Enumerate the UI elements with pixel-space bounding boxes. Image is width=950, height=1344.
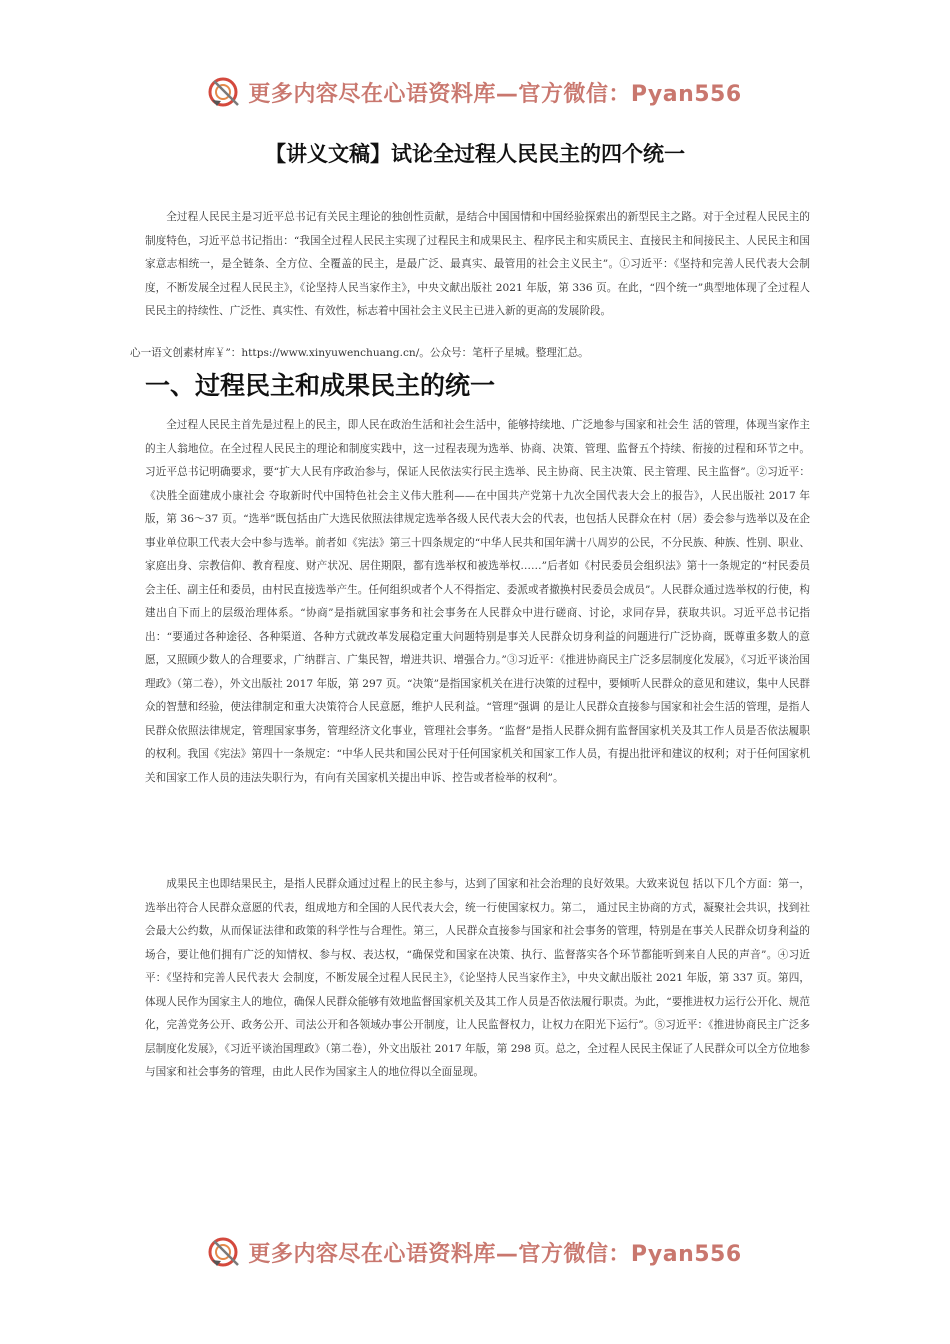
section-heading: 一、过程民主和成果民主的统一 [145, 371, 496, 400]
brand-logo-icon [208, 75, 242, 109]
body-paragraph: 成果民主也即结果民主，是指人民群众通过过程上的民主参与，达到了国家和社会治理的良好效果。大致来说包 括以下几个方面：第一，选举出符合人民群众意愿的代表，组成地方和全国的人民代表大会，统一行使国家权力。第二， 通过民主协商的方式，凝聚社会共识，找到社会最大公约数，从而保证法律和政策的科学性与合理性。第三，人民群众直接参与国家和社会事务的管理，特别是在事关人民群众切身利益的场合，要让他们拥有广泛的知情权、参与权、表达权，“确保党和国家在决策、执行、监督落实各个环节都能听到来自人民的声音”。④习近平：《坚持和完善人民代表大 会制度，不断发展全过程人民民主》，《论坚持人民当家作主》，中央文献出版社 2021 年版，第 337 页。第四，体现人民作为国家主人的地位，确保人民群众能够有效地监督国家机关及其工作人员是否依法履行职责。为此，“要推进权力运行公开化、规范化，完善党务公开、政务公开、司法公开和各领域办事公开制度，让人民监督权力，让权力在阳光下运行”。⑤习近平：《推进协商民主广泛多层制度化发展》，《习近平谈治国理政》（第二卷），外文出版社 2017 年版，第 298 页。总之，全过程人民民主保证了人民群众可以全方位地参与国家和社会事务的管理，由此人民作为国家主人的地位得以全面显现。 [145, 878, 810, 1078]
body-paragraph: 全过程人民民主首先是过程上的民主，即人民在政治生活和社会生活中，能够持续地、广泛地参与国家和社会生 活的管理，体现当家作主的主人翁地位。在全过程人民民主的理论和制度实践中，这一过程表现为选举、协商、决策、管理、监督五个持续、衔接的过程和环节之中。习近平总书记明确要求，要“扩大人民有序政治参与，保证人民依法实行民主选举、民主协商、民主决策、民主管理、民主监督”。②习近平：《决胜全面建成小康社会 夺取新时代中国特色社会主义伟大胜利——在中国共产党第十九次全国代表大会上的报告》，人民出版社 2017 年版，第 36～37 页。“选举”既包括由广大选民依照法律规定选举各级人民代表大会的代表，也包括人民群众在村（居）委会参与选举以及在企事业单位职工代表大会中参与选举。前者如《宪法》第三十四条规定的“中华人民共和国年满十八周岁的公民，不分民族、种族、性别、职业、家庭出身、宗教信仰、教育程度、财产状况、居住期限，都有选举权和被选举权……”后者如《村民委员会组织法》第十一条规定的“村民委员会主任、副主任和委员，由村民直接选举产生。任何组织或者个人不得指定、委派或者撤换村民委员会成员”。人民群众通过选举权的行使，构建出自下而上的层级治理体系。“协商”是指就国家事务和社会事务在人民群众中进行磋商、讨论，求同存异，获取共识。习近平总书记指出：“要通过各种途径、各种渠道、各种方式就改革发展稳定重大问题特别是事关人民群众切身利益的问题进行广泛协商，既尊重多数人的意愿，又照顾少数人的合理要求，广纳群言、广集民智，增进共识、增强合力。”③习近平：《推进协商民主广泛多层制度化发展》，《习近平谈治国理政》（第二卷），外文出版社 2017 年版，第 297 页。“决策”是指国家机关在进行决策的过程中，要倾听人民群众的意见和建议，集中人民群众的智慧和经验，使法律制定和重大决策符合人民意愿，维护人民利益。“管理”强调 的是让人民群众直接参与国家和社会生活的管理，是指人民群众依照法律规定，管理国家事务，管理经济文化事业，管理社会事务。“监督”是指人民群众拥有监督国家机关及其工作人员是否依法履职的权利。我国《宪法》第四十一条规定：“中华人民共和国公民对于任何国家机关和国家工作人员，有提出批评和建议的权利；对于任何国家机关和国家工作人员的违法失职行为，有向有关国家机关提出申诉、控告或者检举的权利”。 [145, 419, 810, 784]
brand-logo-icon [208, 1235, 242, 1269]
header-watermark-banner [0, 72, 950, 112]
footer-watermark-banner [0, 1232, 950, 1272]
document-title: 【讲义文稿】试论全过程人民民主的四个统一 [265, 142, 685, 166]
intro-paragraph: 全过程人民民主是习近平总书记有关民主理论的独创性贡献，是结合中国国情和中国经验探索出的新型民主之路。对于全过程人民民主的制度特色，习近平总书记指出：“我国全过程人民民主实现了过程民主和成果民主、程序民主和实质民主、直接民主和间接民主、人民民主和国家意志相统一，是全链条、全方位、全覆盖的民主，是最广泛、最真实、最管用的社会主义民主”。①习近平：《坚持和完善人民代表大会制度，不断发展全过程人民民主》，《论坚持人民当家作主》，中央文献出版社 2021 年版，第 336 页。在此，“四个统一”典型地体现了全过程人民民主的持续性、广泛性、真实性、有效性，标志着中国社会主义民主已进入新的更高的发展阶段。 [145, 211, 810, 317]
source-note: 心一语文创素材库￥”：https://www.xinyuwenchuang.cn/。公众号：笔杆子星城。整理汇总。 [130, 347, 589, 359]
watermark-text: 更多内容尽在心语资料库—官方微信：Pyan556 [248, 1241, 742, 1267]
watermark-text: 更多内容尽在心语资料库—官方微信：Pyan556 [248, 81, 742, 107]
